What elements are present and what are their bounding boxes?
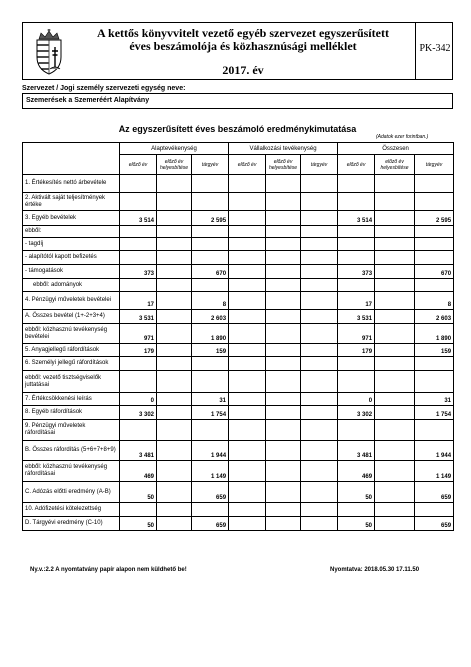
value-cell — [192, 175, 229, 193]
value-cell — [375, 265, 415, 279]
value-cell — [157, 238, 192, 251]
group-header-row — [23, 143, 454, 155]
value-cell — [301, 517, 338, 531]
value-cell — [120, 238, 157, 251]
value-cell — [266, 503, 301, 517]
value-cell — [338, 193, 375, 211]
value-cell — [375, 251, 415, 265]
value-cell — [120, 251, 157, 265]
income-statement-table — [22, 142, 454, 531]
value-cell: 3 531 — [120, 310, 157, 324]
table-row — [23, 503, 454, 517]
value-cell — [375, 310, 415, 324]
value-cell — [301, 420, 338, 441]
value-cell — [266, 357, 301, 371]
table-row — [23, 193, 454, 211]
row-label: A. Összes bevétel (1+-2+3+4) — [23, 310, 120, 324]
value-cell: 2 595 — [415, 211, 454, 226]
value-cell — [229, 251, 266, 265]
value-cell: 31 — [415, 393, 454, 406]
value-cell — [120, 420, 157, 441]
value-cell — [266, 371, 301, 393]
organization-name: Szemerések a Szemeréért Alapítvány — [26, 97, 150, 104]
value-cell — [157, 265, 192, 279]
value-cell — [338, 357, 375, 371]
value-cell — [301, 279, 338, 292]
value-cell: 50 — [338, 517, 375, 531]
value-cell — [301, 461, 338, 482]
value-cell: 469 — [120, 461, 157, 482]
value-cell: 3 302 — [338, 406, 375, 420]
value-cell — [415, 238, 454, 251]
row-label: - támogatások — [23, 265, 120, 279]
subheader-prev-year: előző év — [229, 155, 266, 175]
value-cell — [375, 393, 415, 406]
value-cell — [157, 279, 192, 292]
value-cell — [229, 310, 266, 324]
table-row — [23, 393, 454, 406]
footer-version-note: Ny.v.:2.2 A nyomtatvány papír alapon nem küldhető be! — [30, 567, 187, 573]
value-cell — [229, 461, 266, 482]
row-label: 10. Adófizetési kötelezettség — [23, 503, 120, 517]
value-cell — [375, 193, 415, 211]
value-cell — [266, 461, 301, 482]
value-cell — [375, 238, 415, 251]
value-cell — [157, 420, 192, 441]
value-cell — [338, 420, 375, 441]
value-cell — [415, 371, 454, 393]
value-cell: 3 531 — [338, 310, 375, 324]
table-row — [23, 310, 454, 324]
value-cell — [229, 357, 266, 371]
row-label: 3. Egyéb bevételek — [23, 211, 120, 226]
value-cell — [266, 292, 301, 310]
value-cell — [375, 503, 415, 517]
value-cell — [229, 324, 266, 344]
value-cell — [192, 279, 229, 292]
value-cell: 670 — [192, 265, 229, 279]
value-cell — [301, 265, 338, 279]
row-label: B. Összes ráfordítás (5+6+7+8+9) — [23, 441, 120, 461]
value-cell — [266, 344, 301, 357]
value-cell — [157, 371, 192, 393]
row-label: C. Adózás előtti eredmény (A-B) — [23, 482, 120, 503]
value-cell — [415, 175, 454, 193]
value-cell — [120, 175, 157, 193]
value-cell — [301, 251, 338, 265]
row-label: 7. Értékcsökkenési leírás — [23, 393, 120, 406]
value-cell — [301, 393, 338, 406]
table-row — [23, 251, 454, 265]
row-label: 9. Pénzügyi műveletek ráfordításai — [23, 420, 120, 441]
value-cell — [375, 420, 415, 441]
table-body — [23, 175, 454, 531]
value-cell — [157, 226, 192, 238]
table-row — [23, 406, 454, 420]
value-cell — [266, 441, 301, 461]
value-cell — [120, 226, 157, 238]
group-header: Alaptevékenység — [120, 143, 229, 155]
value-cell — [415, 193, 454, 211]
value-cell — [301, 371, 338, 393]
value-cell: 17 — [338, 292, 375, 310]
value-cell — [120, 503, 157, 517]
value-cell — [157, 482, 192, 503]
table-row — [23, 461, 454, 482]
row-label: 6. Személyi jellegű ráfordítások — [23, 357, 120, 371]
row-label: - alapítótól kapott befizetés — [23, 251, 120, 265]
subheader-current-year: tárgyév — [192, 155, 229, 175]
form-title-line2: éves beszámolója és közhasznúsági melléklet — [129, 39, 357, 53]
form-code-box — [415, 23, 454, 79]
value-cell — [375, 406, 415, 420]
value-cell — [266, 211, 301, 226]
value-cell — [415, 420, 454, 441]
value-cell — [192, 371, 229, 393]
value-cell — [157, 344, 192, 357]
value-cell — [229, 420, 266, 441]
form-title-line1: A kettős könyvvitelt vezető egyéb szervezet egyszerűsített — [97, 26, 389, 40]
value-cell: 373 — [338, 265, 375, 279]
value-cell — [301, 292, 338, 310]
value-cell — [157, 393, 192, 406]
value-cell — [157, 517, 192, 531]
table-row — [23, 265, 454, 279]
value-cell — [120, 371, 157, 393]
value-cell: 2 603 — [415, 310, 454, 324]
form-code: PK-342 — [419, 43, 451, 54]
row-label: 2. Aktivált saját teljesítmények értéke — [23, 193, 120, 211]
value-cell — [157, 292, 192, 310]
value-cell — [375, 324, 415, 344]
value-cell — [229, 344, 266, 357]
table-row — [23, 371, 454, 393]
subheader-correction: előző év helyesbítése — [157, 155, 192, 175]
row-label: ebből: közhasznú tevékenység ráfordításai — [23, 461, 120, 482]
value-cell — [192, 226, 229, 238]
value-cell — [157, 175, 192, 193]
value-cell: 3 514 — [120, 211, 157, 226]
row-label: ebből: — [23, 226, 120, 238]
value-cell: 1 890 — [192, 324, 229, 344]
value-cell — [375, 175, 415, 193]
value-cell — [157, 441, 192, 461]
value-cell: 971 — [120, 324, 157, 344]
value-cell — [415, 357, 454, 371]
row-label: 1. Értékesítés nettó árbevétele — [23, 175, 120, 193]
row-label: D. Tárgyévi eredmény (C-10) — [23, 517, 120, 531]
value-cell — [375, 357, 415, 371]
value-cell: 179 — [120, 344, 157, 357]
organization-name-box — [22, 93, 453, 109]
value-cell: 659 — [415, 482, 454, 503]
table-row — [23, 226, 454, 238]
value-cell — [229, 371, 266, 393]
table-row — [23, 420, 454, 441]
subheader-current-year: tárgyév — [301, 155, 338, 175]
value-cell — [157, 406, 192, 420]
value-cell — [229, 393, 266, 406]
value-cell — [192, 193, 229, 211]
table-row — [23, 357, 454, 371]
value-cell: 8 — [192, 292, 229, 310]
value-cell — [229, 226, 266, 238]
value-cell: 659 — [192, 482, 229, 503]
value-cell — [301, 310, 338, 324]
value-cell — [229, 517, 266, 531]
value-cell — [301, 226, 338, 238]
value-cell — [266, 175, 301, 193]
value-cell — [338, 371, 375, 393]
value-cell — [375, 517, 415, 531]
value-cell — [375, 482, 415, 503]
organization-label: Szervezet / Jogi személy szervezeti egység neve: — [22, 85, 186, 92]
form-header — [22, 22, 453, 80]
value-cell — [229, 482, 266, 503]
table-row — [23, 292, 454, 310]
value-cell — [266, 420, 301, 441]
table-row — [23, 441, 454, 461]
value-cell — [192, 251, 229, 265]
value-cell — [301, 406, 338, 420]
footer-print-timestamp: Nyomtatva: 2018.05.30 17.11.50 — [330, 567, 420, 573]
value-cell — [301, 503, 338, 517]
value-cell — [338, 251, 375, 265]
value-cell: 31 — [192, 393, 229, 406]
value-cell — [301, 175, 338, 193]
value-cell — [192, 238, 229, 251]
value-cell — [120, 357, 157, 371]
value-cell — [266, 517, 301, 531]
row-label: - tagdíj — [23, 238, 120, 251]
value-cell — [266, 265, 301, 279]
value-cell — [192, 503, 229, 517]
subheader-correction: előző év helyesbítése — [375, 155, 415, 175]
value-cell — [266, 406, 301, 420]
subheader-prev-year: előző év — [338, 155, 375, 175]
value-cell: 8 — [415, 292, 454, 310]
value-cell — [157, 324, 192, 344]
value-cell — [375, 279, 415, 292]
value-cell — [375, 461, 415, 482]
value-cell — [266, 226, 301, 238]
value-cell — [266, 310, 301, 324]
value-cell: 659 — [192, 517, 229, 531]
value-cell: 17 — [120, 292, 157, 310]
table-row — [23, 517, 454, 531]
value-cell — [338, 279, 375, 292]
value-cell — [415, 226, 454, 238]
value-cell — [229, 406, 266, 420]
row-label: 4. Pénzügyi műveletek bevételei — [23, 292, 120, 310]
value-cell: 1 944 — [192, 441, 229, 461]
value-cell — [338, 238, 375, 251]
value-cell: 0 — [120, 393, 157, 406]
value-cell — [229, 211, 266, 226]
value-cell — [229, 441, 266, 461]
value-cell — [229, 175, 266, 193]
value-cell — [229, 265, 266, 279]
group-header: Vállalkozási tevékenység — [229, 143, 338, 155]
value-cell: 670 — [415, 265, 454, 279]
value-cell — [229, 292, 266, 310]
value-cell: 159 — [192, 344, 229, 357]
table-row — [23, 211, 454, 226]
value-cell: 159 — [415, 344, 454, 357]
value-cell — [375, 226, 415, 238]
value-cell — [375, 371, 415, 393]
subheader-prev-year: előző év — [120, 155, 157, 175]
value-cell: 2 595 — [192, 211, 229, 226]
value-cell — [301, 441, 338, 461]
value-cell — [157, 211, 192, 226]
value-cell: 469 — [338, 461, 375, 482]
group-header: Összesen — [338, 143, 454, 155]
table-row — [23, 324, 454, 344]
value-cell — [157, 461, 192, 482]
value-cell — [229, 193, 266, 211]
value-cell: 3 481 — [120, 441, 157, 461]
table-title: Az egyszerűsített éves beszámoló eredménykimutatása — [118, 124, 357, 134]
value-cell: 1 890 — [415, 324, 454, 344]
hungarian-coat-of-arms-icon — [31, 29, 67, 75]
value-cell — [266, 324, 301, 344]
value-cell — [301, 193, 338, 211]
value-cell: 50 — [338, 482, 375, 503]
value-cell: 50 — [120, 482, 157, 503]
value-cell — [375, 292, 415, 310]
value-cell — [338, 226, 375, 238]
value-cell — [120, 193, 157, 211]
value-cell — [266, 193, 301, 211]
value-cell — [375, 441, 415, 461]
subheader-correction: előző év helyesbítése — [266, 155, 301, 175]
value-cell: 1 754 — [192, 406, 229, 420]
row-label: 8. Egyéb ráfordítások — [23, 406, 120, 420]
row-label: 5. Anyagjellegű ráfordítások — [23, 344, 120, 357]
table-row — [23, 344, 454, 357]
value-cell — [338, 503, 375, 517]
value-cell — [375, 344, 415, 357]
row-label: ebből: közhasznú tevékenység bevételei — [23, 324, 120, 344]
value-cell — [120, 279, 157, 292]
value-cell — [415, 279, 454, 292]
value-cell: 3 514 — [338, 211, 375, 226]
table-unit-note: (Adatok ezer forintban.) — [376, 134, 429, 140]
value-cell — [229, 279, 266, 292]
value-cell — [301, 482, 338, 503]
value-cell — [338, 175, 375, 193]
value-cell: 1 944 — [415, 441, 454, 461]
value-cell — [266, 279, 301, 292]
value-cell: 1 149 — [415, 461, 454, 482]
form-year: 2017. év — [222, 63, 264, 77]
value-cell — [192, 420, 229, 441]
row-label: ebből: adományok — [23, 279, 120, 292]
value-cell — [301, 357, 338, 371]
value-cell — [301, 344, 338, 357]
value-cell — [157, 193, 192, 211]
value-cell: 659 — [415, 517, 454, 531]
value-cell: 179 — [338, 344, 375, 357]
table-row — [23, 279, 454, 292]
value-cell: 0 — [338, 393, 375, 406]
value-cell — [157, 310, 192, 324]
label-header-cell — [23, 143, 120, 175]
value-cell — [157, 503, 192, 517]
row-label: ebből: vezető tisztségviselők juttatásai — [23, 371, 120, 393]
value-cell: 2 603 — [192, 310, 229, 324]
value-cell — [415, 503, 454, 517]
value-cell: 3 302 — [120, 406, 157, 420]
value-cell: 1 754 — [415, 406, 454, 420]
subheader-current-year: tárgyév — [415, 155, 454, 175]
value-cell — [229, 238, 266, 251]
value-cell — [375, 211, 415, 226]
value-cell — [266, 238, 301, 251]
value-cell — [192, 357, 229, 371]
table-row — [23, 238, 454, 251]
value-cell — [229, 503, 266, 517]
value-cell — [301, 324, 338, 344]
value-cell: 1 149 — [192, 461, 229, 482]
value-cell: 971 — [338, 324, 375, 344]
table-row — [23, 482, 454, 503]
value-cell — [157, 251, 192, 265]
value-cell — [266, 393, 301, 406]
table-row — [23, 175, 454, 193]
value-cell — [266, 251, 301, 265]
value-cell — [301, 211, 338, 226]
value-cell — [266, 482, 301, 503]
value-cell: 373 — [120, 265, 157, 279]
value-cell: 3 481 — [338, 441, 375, 461]
value-cell — [157, 357, 192, 371]
value-cell — [301, 238, 338, 251]
value-cell — [415, 251, 454, 265]
value-cell: 50 — [120, 517, 157, 531]
form-title — [73, 27, 413, 53]
